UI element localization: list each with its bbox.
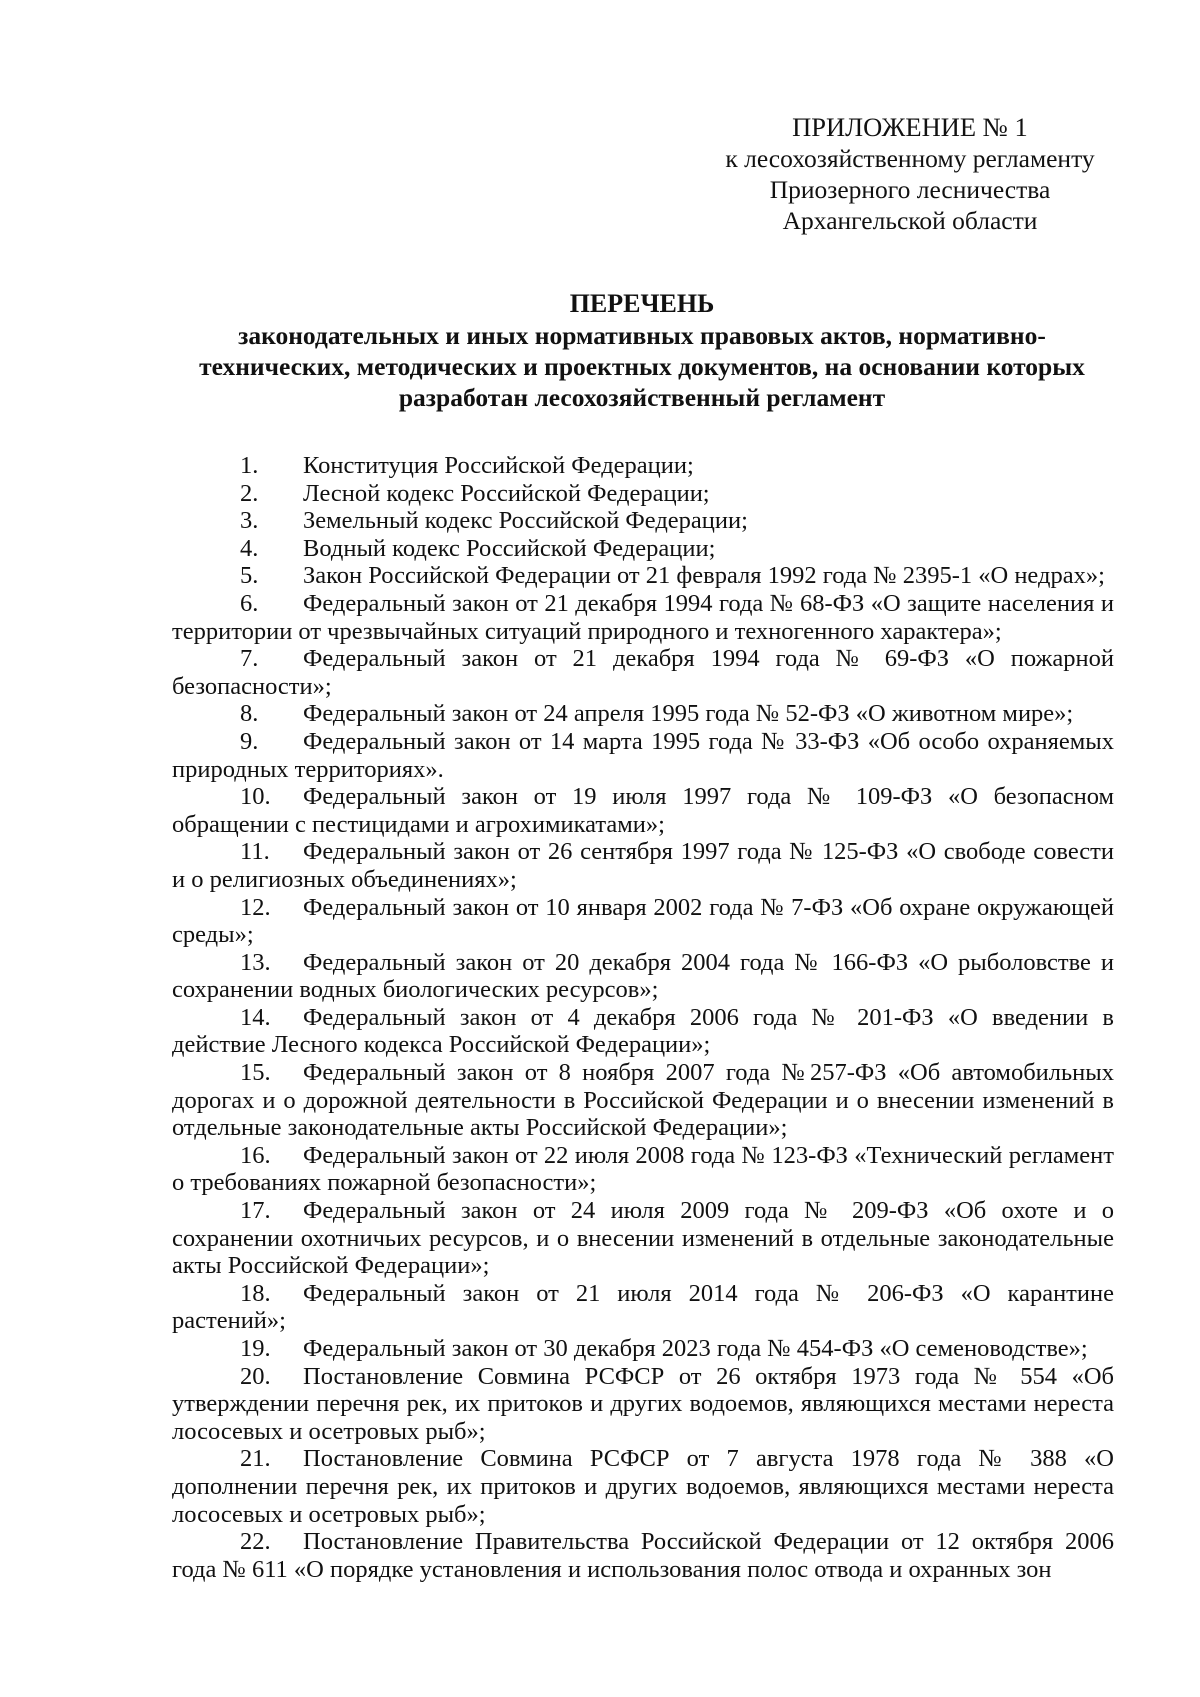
document-title: ПЕРЕЧЕНЬ — [569, 289, 715, 318]
list-item-text: Лесной кодекс Российской Федерации; — [303, 479, 710, 507]
list-item-number: 7. — [240, 645, 259, 673]
list-item-number: 12. — [240, 893, 271, 921]
list-item — [172, 1059, 1114, 1142]
list-item — [172, 507, 1114, 535]
list-item-text: Федеральный закон от 4 декабря 2006 года № 201-ФЗ «О введении в действие Лесного кодекса Российской Федерации»; — [172, 1003, 1114, 1059]
list-item — [172, 535, 1114, 563]
list-item-number: 15. — [240, 1059, 271, 1087]
list-item-text: Постановление Совмина РСФСР от 7 августа 1978 года № 388 «О дополнении перечня рек, их притоков и других водоемов, являющихся местами нереста лососевых и осетровых рыб»; — [172, 1445, 1114, 1528]
list-item — [172, 562, 1114, 590]
list-item-text: Федеральный закон от 19 июля 1997 года № 109-ФЗ «О безопасном обращении с пестицидами и агрохимикатами»; — [172, 783, 1114, 838]
document-subtitle: законодательных и иных нормативных правовых актов, нормативно-технических, методических и проектных документов, на основании которых разработан лесохозяйственный регламент — [199, 321, 1085, 412]
list-item — [172, 1363, 1114, 1446]
list-item — [172, 645, 1114, 700]
list-item — [172, 783, 1114, 838]
appendix-number: ПРИЛОЖЕНИЕ № 1 — [792, 112, 1028, 142]
document-heading — [172, 288, 1112, 413]
appendix-line-regulation: к лесохозяйственному регламенту — [725, 144, 1095, 173]
list-item — [172, 1335, 1114, 1363]
list-item-number: 21. — [240, 1445, 271, 1473]
list-item — [172, 1004, 1114, 1059]
acts-list — [172, 452, 1114, 1583]
list-item-text: Федеральный закон от 22 июля 2008 года № 123-ФЗ «Технический регламент о требованиях пожарной безопасности»; — [172, 1141, 1114, 1197]
list-item-text: Водный кодекс Российской Федерации; — [303, 534, 716, 562]
list-item-number: 3. — [240, 507, 259, 535]
list-item-text: Закон Российской Федерации от 21 февраля 1992 года № 2395-1 «О недрах»; — [303, 562, 1105, 590]
list-item-text: Федеральный закон от 10 января 2002 года № 7-ФЗ «Об охране окружающей среды»; — [172, 893, 1114, 949]
list-item-number: 9. — [240, 727, 259, 755]
list-item-number: 16. — [240, 1141, 271, 1169]
list-item-text: Федеральный закон от 21 декабря 1994 года № 69-ФЗ «О пожарной безопасности»; — [172, 645, 1114, 700]
list-item-number: 22. — [240, 1528, 271, 1556]
list-item-number: 5. — [240, 562, 259, 590]
list-item — [172, 1528, 1114, 1583]
list-item-text: Постановление Совмина РСФСР от 26 октября 1973 года № 554 «Об утверждении перечня рек, их притоков и других водоемов, являющихся местами нереста лососевых и осетровых рыб»; — [172, 1362, 1114, 1445]
list-item — [172, 728, 1114, 783]
list-item — [172, 1445, 1114, 1528]
list-item — [172, 949, 1114, 1004]
list-item — [172, 1197, 1114, 1280]
list-item-text: Федеральный закон от 21 декабря 1994 года № 68-ФЗ «О защите населения и территории от чрезвычайных ситуаций природного и техногенного характера»; — [172, 589, 1114, 645]
list-item — [172, 452, 1114, 480]
list-item-text: Федеральный закон от 26 сентября 1997 года № 125-ФЗ «О свободе совести и о религиозных объединениях»; — [172, 838, 1114, 893]
list-item — [172, 838, 1114, 893]
appendix-line-region: Архангельской области — [782, 206, 1038, 235]
list-item-text: Федеральный закон от 24 апреля 1995 года № 52-ФЗ «О животном мире»; — [303, 700, 1074, 728]
list-item-number: 4. — [240, 534, 259, 562]
list-item-number: 18. — [240, 1279, 271, 1307]
list-item-number: 13. — [240, 948, 271, 976]
list-item-text: Федеральный закон от 24 июля 2009 года № 209-ФЗ «Об охоте и о сохранении охотничьих ресурсов, и о внесении изменений в отдельные законодательные акты Российской Федерации»; — [172, 1197, 1114, 1280]
list-item-text: Конституция Российской Федерации; — [303, 452, 694, 479]
list-item-text: Земельный кодекс Российской Федерации; — [303, 507, 748, 535]
list-item-text: Федеральный закон от 20 декабря 2004 года № 166-ФЗ «О рыболовстве и сохранении водных биологических ресурсов»; — [172, 948, 1114, 1004]
list-item — [172, 700, 1114, 728]
list-item — [172, 480, 1114, 508]
list-item-number: 19. — [240, 1335, 271, 1362]
list-item-number: 20. — [240, 1362, 271, 1390]
list-item-number: 6. — [240, 589, 259, 617]
list-item-number: 2. — [240, 479, 259, 507]
list-item — [172, 1280, 1114, 1335]
list-item — [172, 894, 1114, 949]
list-item-number: 14. — [240, 1003, 271, 1031]
list-item-number: 17. — [240, 1197, 271, 1225]
list-item-number: 10. — [240, 783, 271, 811]
list-item-text: Федеральный закон от 30 декабря 2023 года № 454-ФЗ «О семеноводстве»; — [303, 1335, 1088, 1362]
list-item — [172, 1142, 1114, 1197]
list-item-number: 8. — [240, 700, 259, 728]
list-item-text: Федеральный закон от 14 марта 1995 года № 33-ФЗ «Об особо охраняемых природных территориях». — [172, 727, 1114, 783]
appendix-line-forestry: Приозерного лесничества — [769, 175, 1051, 204]
list-item-text: Федеральный закон от 8 ноября 2007 года №257-ФЗ «Об автомобильных дорогах и о дорожной деятельности в Российской Федерации и о внесении изменений в отдельные законодательные акты Российской Федерации»; — [172, 1059, 1114, 1142]
appendix-block — [690, 112, 1130, 236]
list-item-text: Федеральный закон от 21 июля 2014 года № 206-ФЗ «О карантине растений»; — [172, 1279, 1114, 1335]
list-item-number: 11. — [240, 838, 270, 866]
list-item-text: Постановление Правительства Российской Федерации от 12 октября 2006 года № 611 «О порядке установления и использования полос отвода и охранных зон — [172, 1528, 1114, 1583]
list-item-number: 1. — [240, 452, 259, 479]
list-item — [172, 590, 1114, 645]
